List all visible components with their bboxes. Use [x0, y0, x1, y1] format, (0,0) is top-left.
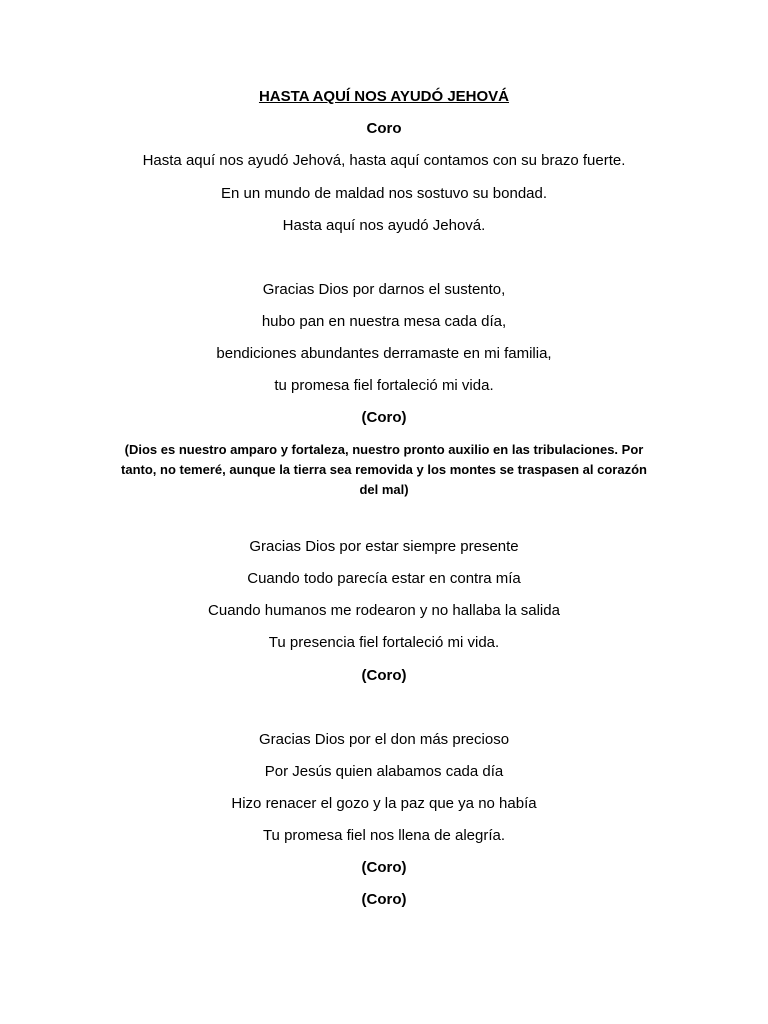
- chorus-heading: Coro: [366, 120, 402, 137]
- stanza1-line-2: hubo pan en nuestra mesa cada día,: [261, 313, 507, 330]
- note-line-3: del mal): [359, 482, 409, 497]
- stanza3-line-3: Hizo renacer el gozo y la paz que ya no había: [231, 795, 537, 812]
- stanza1-refrain: (Coro): [361, 409, 407, 426]
- stanza2-line-2: Cuando todo parecía estar en contra mía: [247, 570, 521, 587]
- stanza1-line-1: Gracias Dios por darnos el sustento,: [262, 281, 506, 298]
- stanza2-line-3: Cuando humanos me rodearon y no hallaba la salida: [208, 602, 560, 619]
- stanza3-line-1: Gracias Dios por el don más precioso: [258, 731, 510, 748]
- stanza3-refrain-2: (Coro): [361, 891, 407, 908]
- note-line-2: tanto, no temeré, aunque la tierra sea removida y los montes se traspasen al corazón: [121, 462, 647, 477]
- stanza1-line-4: tu promesa fiel fortaleció mi vida.: [274, 377, 494, 394]
- stanza3-line-2: Por Jesús quien alabamos cada día: [264, 763, 504, 780]
- scripture-note: [100, 440, 668, 500]
- stanza2-refrain: (Coro): [361, 667, 407, 684]
- stanza2-line-1: Gracias Dios por estar siempre presente: [249, 538, 519, 555]
- chorus-line-1: Hasta aquí nos ayudó Jehová, hasta aquí contamos con su brazo fuerte.: [142, 152, 626, 169]
- song-title: HASTA AQUÍ NOS AYUDÓ JEHOVÁ: [258, 88, 510, 105]
- stanza3-line-4: Tu promesa fiel nos llena de alegría.: [262, 827, 506, 844]
- stanza2-line-4: Tu presencia fiel fortaleció mi vida.: [268, 634, 500, 651]
- chorus-line-3: Hasta aquí nos ayudó Jehová.: [282, 217, 486, 234]
- stanza1-line-3: bendiciones abundantes derramaste en mi familia,: [216, 345, 552, 362]
- chorus-line-2: En un mundo de maldad nos sostuvo su bondad.: [220, 185, 548, 202]
- note-line-1: (Dios es nuestro amparo y fortaleza, nuestro pronto auxilio en las tribulaciones. Por: [124, 442, 644, 457]
- stanza3-refrain-1: (Coro): [361, 859, 407, 876]
